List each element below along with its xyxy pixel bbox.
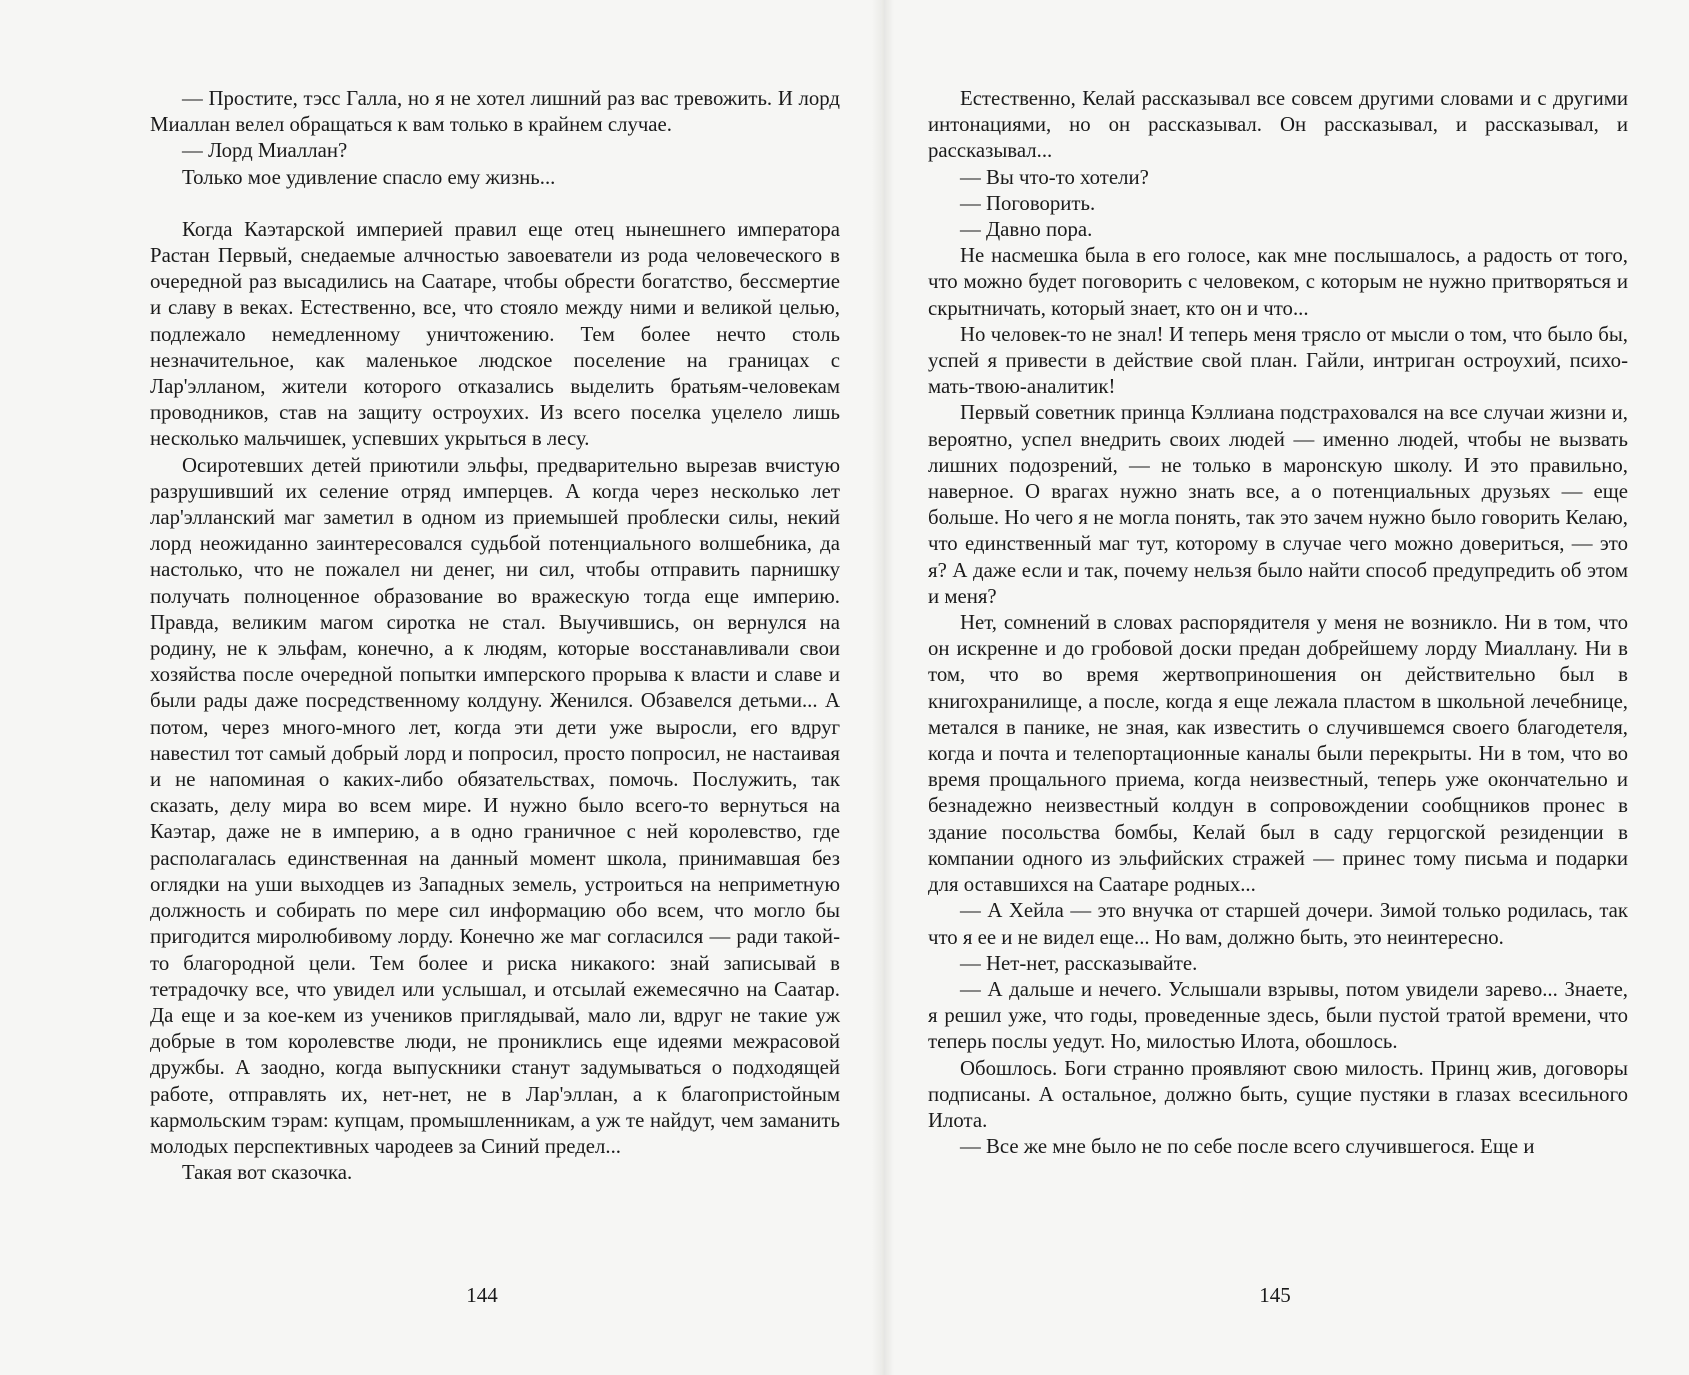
page-number-right: 145	[1259, 1283, 1291, 1307]
paragraph: — А Хейла — это внучка от старшей дочери. Зимой только родилась, так что я ее и не видел еще... Но вам, должно быть, это неинтересно.	[928, 899, 1628, 949]
paragraph: Но человек-то не знал! И теперь меня трясло от мысли о том, что было бы, успей я привести в действие свой план. Гайли, интриган остроухий, психо-мать-твою-аналитик!	[928, 322, 1628, 399]
paragraph: — Лорд Миаллан?	[182, 139, 348, 163]
right-page	[928, 86, 1628, 1326]
paragraph: — Нет-нет, рассказывайте.	[960, 951, 1198, 975]
paragraph: Только мое удивление спасло ему жизнь...	[182, 165, 556, 189]
paragraph: Не насмешка была в его голосе, как мне послышалось, а радость от того, что можно будет поговорить с человеком, с которым не нужно притворяться и скрытничать, который знает, кто он и что...	[928, 244, 1628, 320]
page-number-left: 144	[466, 1283, 498, 1307]
paragraph: — Все же мне было не по себе после всего случившегося. Еще и	[960, 1135, 1535, 1159]
paragraph: Когда Каэтарской империей правил еще отец нынешнего императора Растан Первый, снедаемые алчностью завоеватели из рода человеческого в очередной раз высадились на Саатаре, чтобы обрести богатство, бессмертие и славу в веках. Естественно, все, что стояло между ними и великой целью, подлежало немедленному уничтожению. Тем более нечто столь незначительное, как маленькое людское поселение на границах с Лар'элланом, жители которого отказались выделить братьям-человекам проводников, став на защиту остроухих. Из всего поселка уцелело лишь несколько мальчишек, успевших укрыться в лесу.	[150, 217, 840, 451]
paragraph: — Простите, тэсс Галла, но я не хотел лишний раз вас тревожить. И лорд Миаллан велел обращаться к вам только в крайнем случае.	[150, 87, 840, 137]
book-gutter	[872, 0, 894, 1375]
paragraph: — Давно пора.	[960, 218, 1093, 242]
paragraph: — Поговорить.	[960, 191, 1096, 215]
paragraph: — Вы что-то хотели?	[960, 165, 1149, 189]
paragraph: Обошлось. Боги странно проявляют свою милость. Принц жив, договоры подписаны. А остальное, должно быть, сущие пустяки в глазах всесильного Илота.	[928, 1056, 1628, 1132]
paragraph: Нет, сомнений в словах распорядителя у меня не возникло. Ни в том, что он искренне и до гробовой доски предан добрейшему лорду Миаллану. Ни в том, что во время жертвоприношения он действительно был в книгохранилище, а после, когда я еще лежала пластом в школьной лечебнице, метался в панике, не зная, как известить о случившемся своего благодетеля, когда и почта и телепортационные каналы были перекрыты. Ни в том, что во время прощального приема, когда неизвестный, теперь уже окончательно и безнадежно неизвестный колдун в сопровождении сообщников пронес в здание посольства бомбы, Келай был в саду герцогской резиденции в компании одного из эльфийских стражей — принес тому письма и подарки для оставшихся на Саатаре родных...	[928, 611, 1628, 897]
left-page	[150, 86, 840, 1326]
paragraph: — А дальше и нечего. Услышали взрывы, потом увидели зарево... Знаете, я решил уже, что годы, проведенные здесь, были пустой тратой времени, что теперь послы уедут. Но, милостью Илота, обошлось.	[928, 977, 1628, 1054]
paragraph: Естественно, Келай рассказывал все совсем другими словами и с другими интонациями, но он рассказывал. Он рассказывал, и рассказывал, и рассказывал...	[928, 87, 1628, 163]
paragraph: Такая вот сказочка.	[182, 1161, 353, 1185]
paragraph: Первый советник принца Кэллиана подстраховался на все случаи жизни и, вероятно, успел внедрить своих людей — именно людей, чтобы не вызвать лишних подозрений, — не только в маронскую школу. И это правильно, наверное. О врагах нужно знать все, а о потенциальных друзьях — еще больше. Но чего я не могла понять, так это зачем нужно было говорить Келаю, что единственный маг тут, которому в случае чего можно довериться, — это я? А даже если и так, почему нельзя было найти способ предупредить об этом и меня?	[928, 401, 1628, 608]
paragraph: Осиротевших детей приютили эльфы, предварительно вырезав вчистую разрушивший их селение отряд имперцев. А когда через несколько лет лар'элланский маг заметил в одном из приемышей проблески силы, некий лорд неожиданно заинтересовался судьбой потенциального волшебника, да настолько, что не пожалел ни денег, ни сил, чтобы отправить парнишку получать полноценное образование во вражескую тогда еще империю. Правда, великим магом сиротка не стал. Выучившись, он вернулся на родину, не к эльфам, конечно, а к людям, которые восстанавливали свои хозяйства после очередной попытки имперского прорыва к власти и славе и были рады даже посредственному колдуну. Женился. Обзавелся детьми... А потом, через много-много лет, когда эти дети уже выросли, его вдруг навестил тот самый добрый лорд и попросил, просто попросил, не настаивая и не напоминая о каких-либо обязательствах, помочь. Послужить, так сказать, делу мира во всем мире. И нужно было всего-то вернуться на Каэтар, даже не в империю, а в одно граничное с ней королевство, где располагалась единственная на данный момент школа, принимавшая без оглядки на уши выходцев из Западных земель, устроиться на неприметную должность и собирать по мере сил информацию обо всем, что могло бы пригодится миролюбивому лорду. Конечно же маг согласился — ради такой-то благородной цели. Тем более и риска никакого: знай записывай в тетрадочку все, что увидел или услышал, и отсылай ежемесячно на Саатар. Да еще и за кое-кем из учеников приглядывай, мало ли, вдруг не такие уж добрые в том королевстве люди, не прониклись еще идеями межрасовой дружбы. А заодно, когда выпускники станут задумываться о подходящей работе, отправлять их, нет-нет, не в Лар'эллан, а к благопристойным кармольским тэрам: купцам, промышленникам, а уж те найдут, чем заманить молодых перспективных чародеев за Синий предел...	[150, 453, 840, 1158]
